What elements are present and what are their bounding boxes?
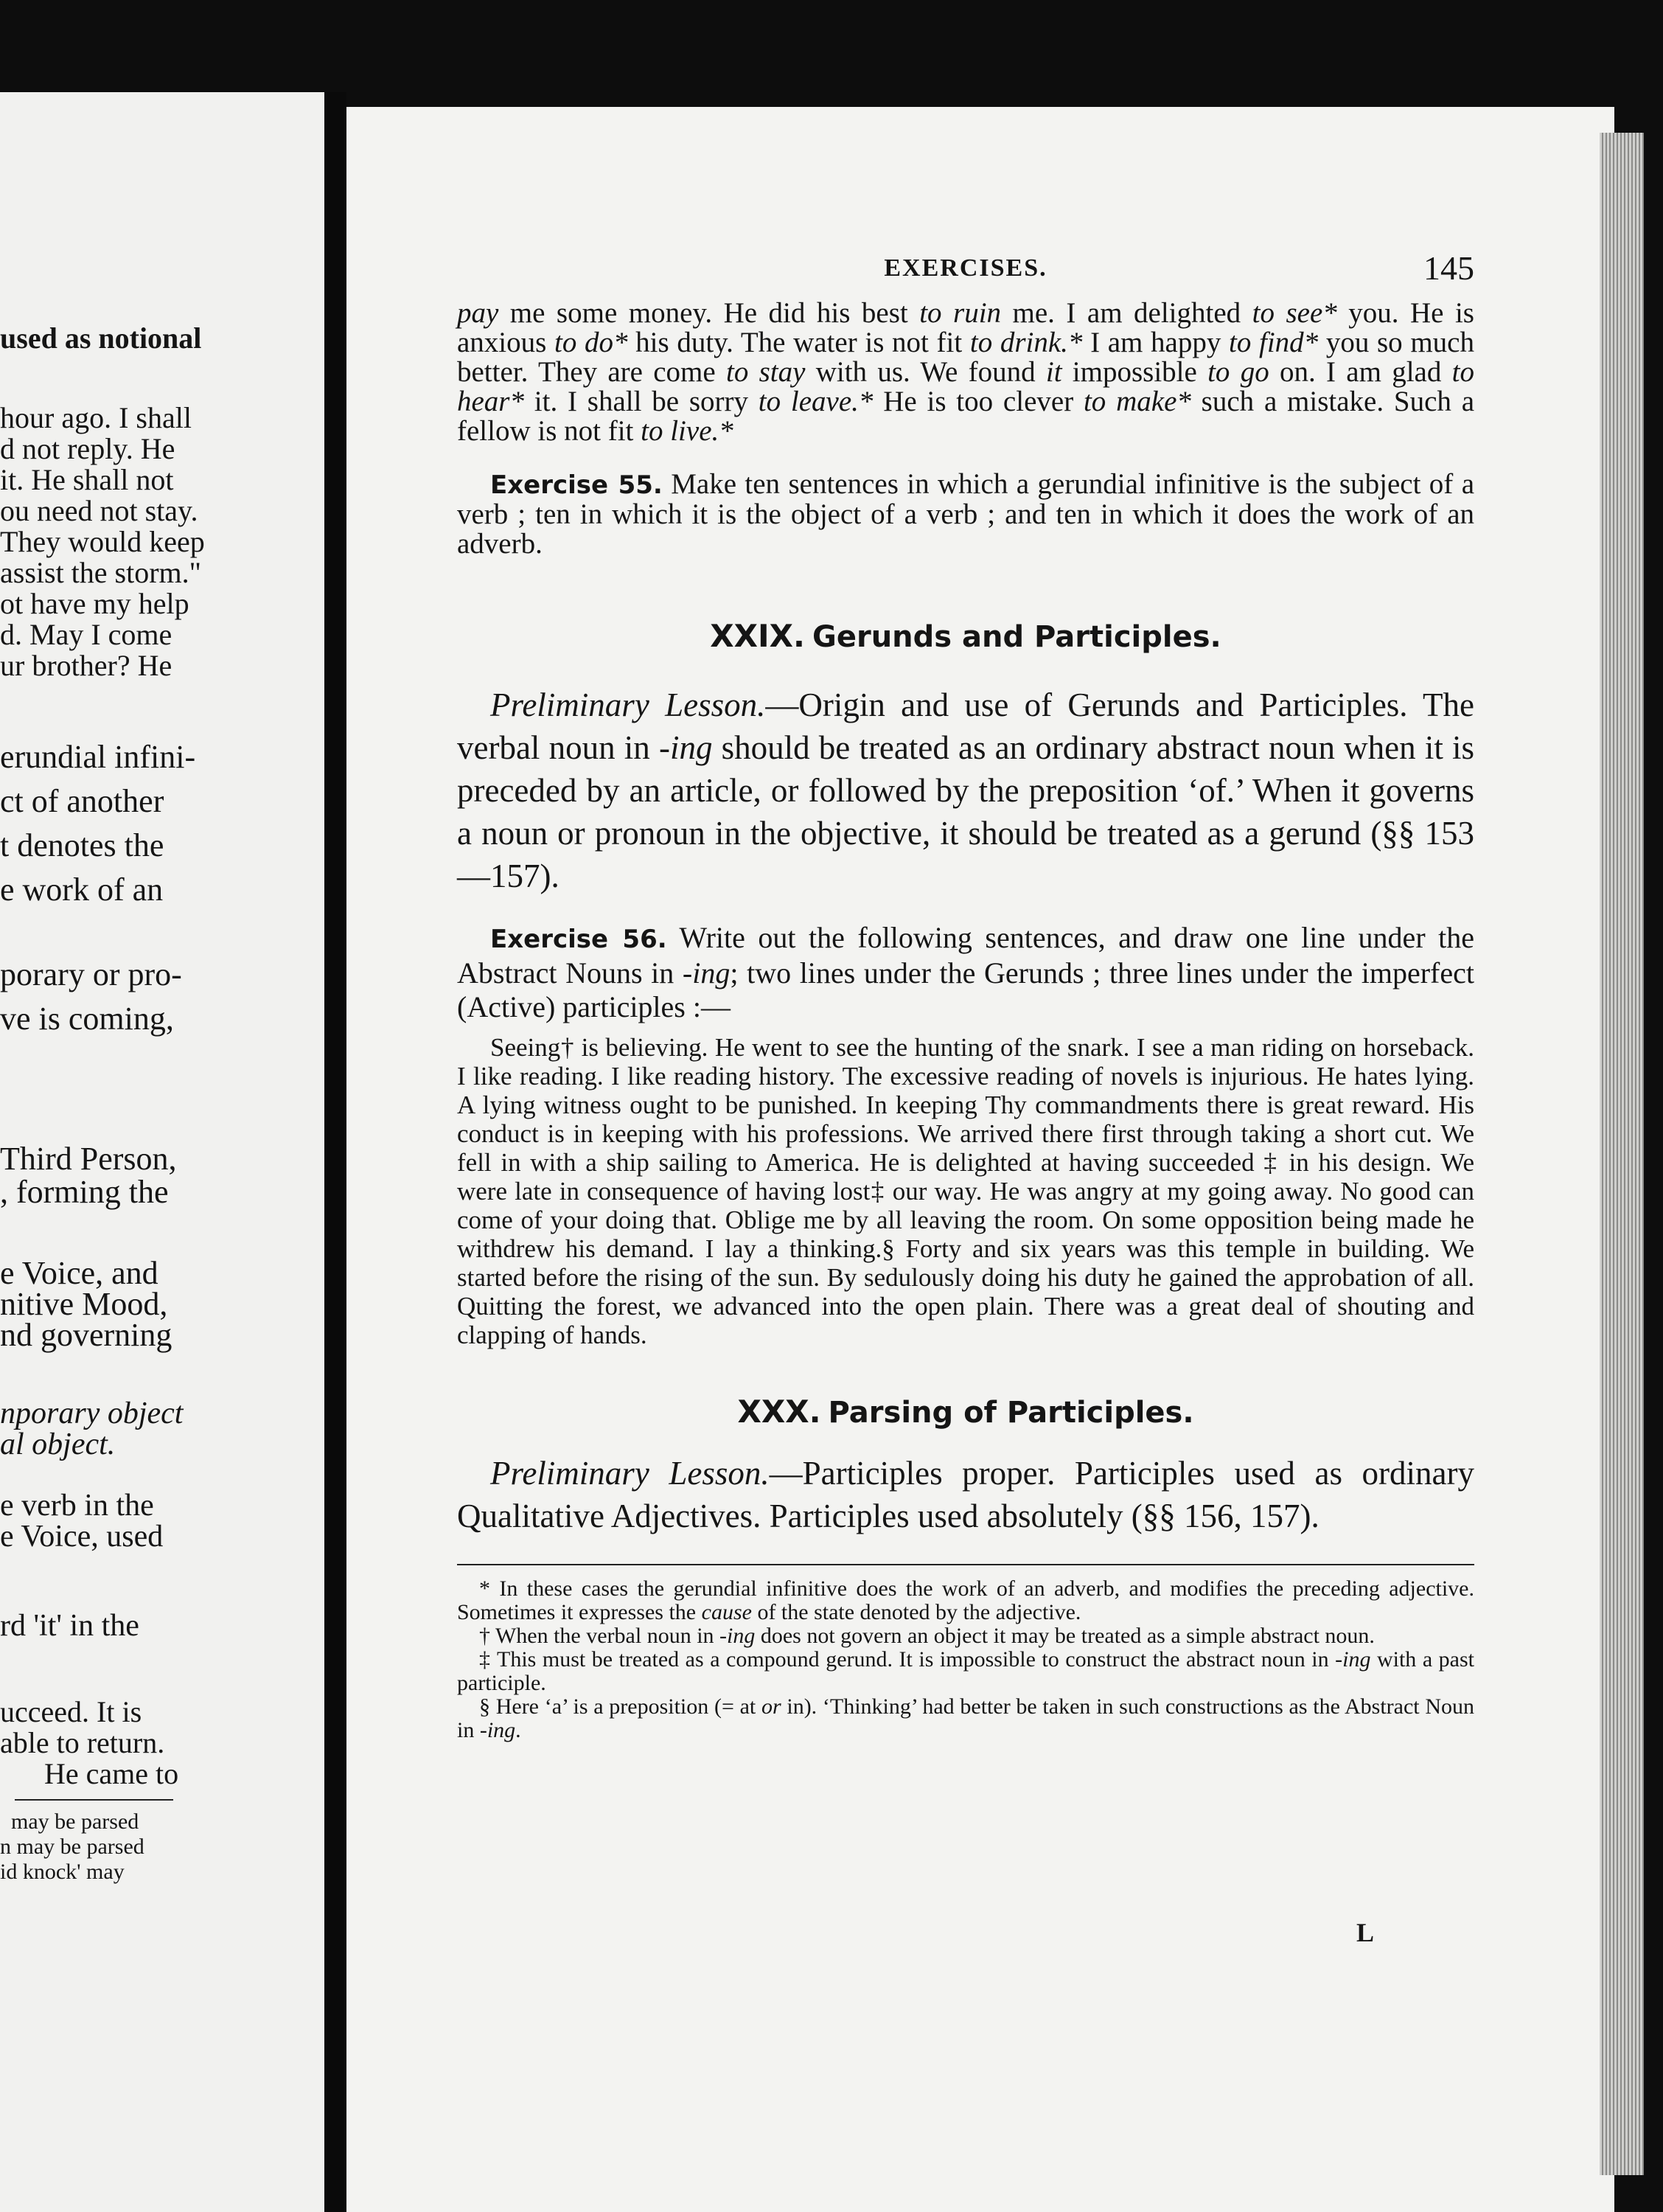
page-edges	[1600, 133, 1644, 2175]
exercise-text: Make ten sentences in which a gerundial infinitive is the subject of a verb ; ten in which it is the object of a verb ; and ten in which it does the work of an adverb.	[457, 468, 1474, 560]
italic-text: -ing	[658, 729, 713, 766]
exercise-56	[457, 921, 1474, 1024]
left-line: e Voice, and	[0, 1255, 158, 1291]
text-run: does not govern an object it may be treated as a simple abstract noun.	[755, 1624, 1375, 1648]
left-line: e verb in the	[0, 1489, 154, 1523]
left-footnote-rule	[15, 1799, 173, 1801]
left-line: nporary object	[0, 1397, 184, 1430]
preliminary-lesson-30	[457, 1452, 1474, 1537]
italic-text: cause	[701, 1600, 752, 1624]
italic-text: -ing	[479, 1718, 516, 1742]
left-line: d not reply. He	[0, 432, 175, 465]
footnote	[457, 1577, 1474, 1624]
left-line: t denotes the	[0, 827, 164, 863]
exercise-56-sentences: Seeing† is believing. He went to see the hunting of the snark. I see a man riding on horseback. I like reading. I like reading history. The excessive reading of novels is injurious. He hates lying. A lying witness ought to be punished. In keeping Thy commandments there is great reward. His conduct is in keeping with his professions. We arrived there first through taking a short cut. We fell in with a ship sailing to America. He is delighted at having succeeded ‡ in his design. We were late in consequence of having lost‡ our way. He was angry at my going away. No good can come of your doing that. Oblige me by all leaving the room. On some opposition being made he withdrew his demand. I lay a thinking.§ Forty and six years was this temple in building. We started before the rising of the sun. By sedulously doing his duty he gained the approbation of all. Quitting the forest, we advanced into the open plain. There was a great deal of shouting and clapping of hands.	[457, 1033, 1474, 1349]
italic-text: it	[1045, 356, 1062, 388]
text-run: Write out the following sentences, and draw one line under the Abstract Nouns in	[457, 921, 1474, 990]
italic-text: to stay	[725, 356, 806, 388]
page-header	[457, 249, 1474, 306]
italic-text: -ing	[719, 1624, 756, 1648]
footnote	[457, 1624, 1474, 1648]
italic-text: to make*	[1083, 386, 1191, 417]
left-line: porary or pro-	[0, 956, 182, 992]
left-line: n may be parsed	[0, 1834, 144, 1859]
left-line: erundial infini-	[0, 739, 196, 775]
text-run: should be treated as an ordinary abstract noun when it is preceded by an article, or followed by the preposition ‘of.’ When it governs a noun or pronoun in the objective, it should be treated as a gerund (§§ 153—157).	[457, 729, 1475, 894]
italic-text: to find*	[1229, 327, 1319, 358]
text-run: in). ‘Thinking’ had better be taken in such constructions as the Abstract Noun in	[457, 1694, 1474, 1742]
left-line: id knock' may	[0, 1860, 125, 1884]
text-run: —Participles proper. Participles used as ordinary Qualitative Adjectives. Participles used absolutely (§§ 156, 157).	[457, 1455, 1474, 1534]
exercise-label: Exercise 56.	[490, 925, 667, 954]
text-run: me. I am delighted	[1001, 297, 1252, 329]
left-line: , forming the	[0, 1174, 169, 1210]
section-number: XXX.	[737, 1394, 821, 1430]
lesson-label: Preliminary Lesson.	[490, 686, 766, 723]
text-run: it. I shall be sorry	[524, 386, 759, 417]
text-run: § Here ‘a’ is a preposition (= at	[479, 1694, 761, 1719]
left-line: e work of an	[0, 872, 164, 908]
left-line: al object.	[0, 1427, 116, 1461]
text-run: * In these cases the gerundial infinitive does the work of an adverb, and modifies the preceding adjective. Sometimes it expresses the	[457, 1576, 1474, 1624]
italic-text: to go	[1207, 356, 1269, 388]
text-run: I am happy	[1082, 327, 1230, 358]
text-run: on. I am glad	[1269, 356, 1452, 388]
left-line: it. He shall not	[0, 463, 174, 496]
text-run: you so much better. They are come	[457, 327, 1474, 388]
page-content	[457, 249, 1475, 1742]
left-line: e Voice, used	[0, 1520, 164, 1554]
exercise-55	[457, 470, 1474, 559]
left-line: used as notional	[0, 321, 202, 355]
lesson-label: Preliminary Lesson.	[490, 1455, 770, 1492]
text-run: impossible	[1061, 356, 1208, 388]
exercise-label: Exercise 55.	[490, 470, 663, 500]
text-run: .	[515, 1718, 521, 1742]
preliminary-lesson-29	[457, 684, 1474, 897]
footnotes	[457, 1564, 1474, 1742]
left-line: ucceed. It is	[0, 1695, 142, 1728]
section-title: Parsing of Participles.	[828, 1396, 1194, 1430]
italic-text: to see*	[1252, 297, 1337, 329]
left-line: hour ago. I shall	[0, 401, 192, 434]
text-run: with us. We found	[805, 356, 1046, 388]
text-run: He is too clever	[873, 386, 1084, 417]
text-run: † When the verbal noun in	[479, 1624, 720, 1648]
left-line: d. May I come	[0, 618, 172, 651]
left-line: nd governing	[0, 1317, 172, 1353]
italic-text: to ruin	[919, 297, 1002, 329]
left-line: Third Person,	[0, 1141, 177, 1177]
left-line: ot have my help	[0, 587, 189, 620]
italic-text: to hear*	[457, 356, 1474, 417]
left-line: They would keep	[0, 525, 205, 558]
section-heading-29	[457, 618, 1474, 654]
left-facing-page	[0, 92, 324, 2212]
italic-text: to drink.*	[969, 327, 1083, 358]
text-run: —Origin and use of Gerunds and Participles. The verbal noun in	[457, 686, 1474, 766]
italic-text: to leave.*	[758, 386, 874, 417]
italic-text: pay	[457, 297, 499, 329]
left-line: He came to	[44, 1757, 179, 1790]
page-number: 145	[1423, 249, 1474, 287]
left-line: ur brother? He	[0, 649, 172, 682]
italic-text: to do*	[554, 327, 628, 358]
left-line: assist the storm."	[0, 556, 201, 589]
italic-text: to live.*	[641, 415, 733, 447]
left-line: ou need not stay.	[0, 494, 198, 527]
footnote	[457, 1695, 1474, 1742]
text-run: you. He is anxious	[457, 297, 1474, 358]
italic-text: -ing	[682, 956, 731, 990]
text-run: ‡ This must be treated as a compound gerund. It is impossible to construct the abstract noun in	[479, 1647, 1336, 1672]
text-run: ; two lines under the Gerunds ; three lines under the imperfect (Active) participles :—	[457, 956, 1475, 1023]
left-line: nitive Mood,	[0, 1286, 168, 1322]
text-run: with a past participle.	[457, 1647, 1474, 1695]
left-line: rd 'it' in the	[0, 1609, 139, 1643]
running-head: EXERCISES.	[884, 254, 1047, 282]
left-line: able to return.	[0, 1726, 165, 1759]
intro-paragraph	[457, 299, 1474, 446]
text-run: his duty. The water is not fit	[627, 327, 970, 358]
italic-text: -ing	[1335, 1647, 1371, 1672]
text-run: of the state denoted by the adjective.	[751, 1600, 1081, 1624]
italic-text: or	[761, 1694, 781, 1719]
left-line: ve is coming,	[0, 1001, 174, 1037]
book-gutter	[324, 92, 346, 2212]
section-heading-30	[457, 1394, 1474, 1430]
text-run: such a mistake. Such a fellow is not fit	[457, 386, 1475, 447]
signature-mark: L	[1356, 1918, 1375, 1947]
section-title: Gerunds and Participles.	[812, 620, 1221, 654]
section-number: XXIX.	[710, 618, 805, 654]
footnote	[457, 1648, 1474, 1695]
left-line: ct of another	[0, 783, 164, 819]
text-run: me some money. He did his best	[498, 297, 920, 329]
left-line: may be parsed	[11, 1809, 139, 1834]
